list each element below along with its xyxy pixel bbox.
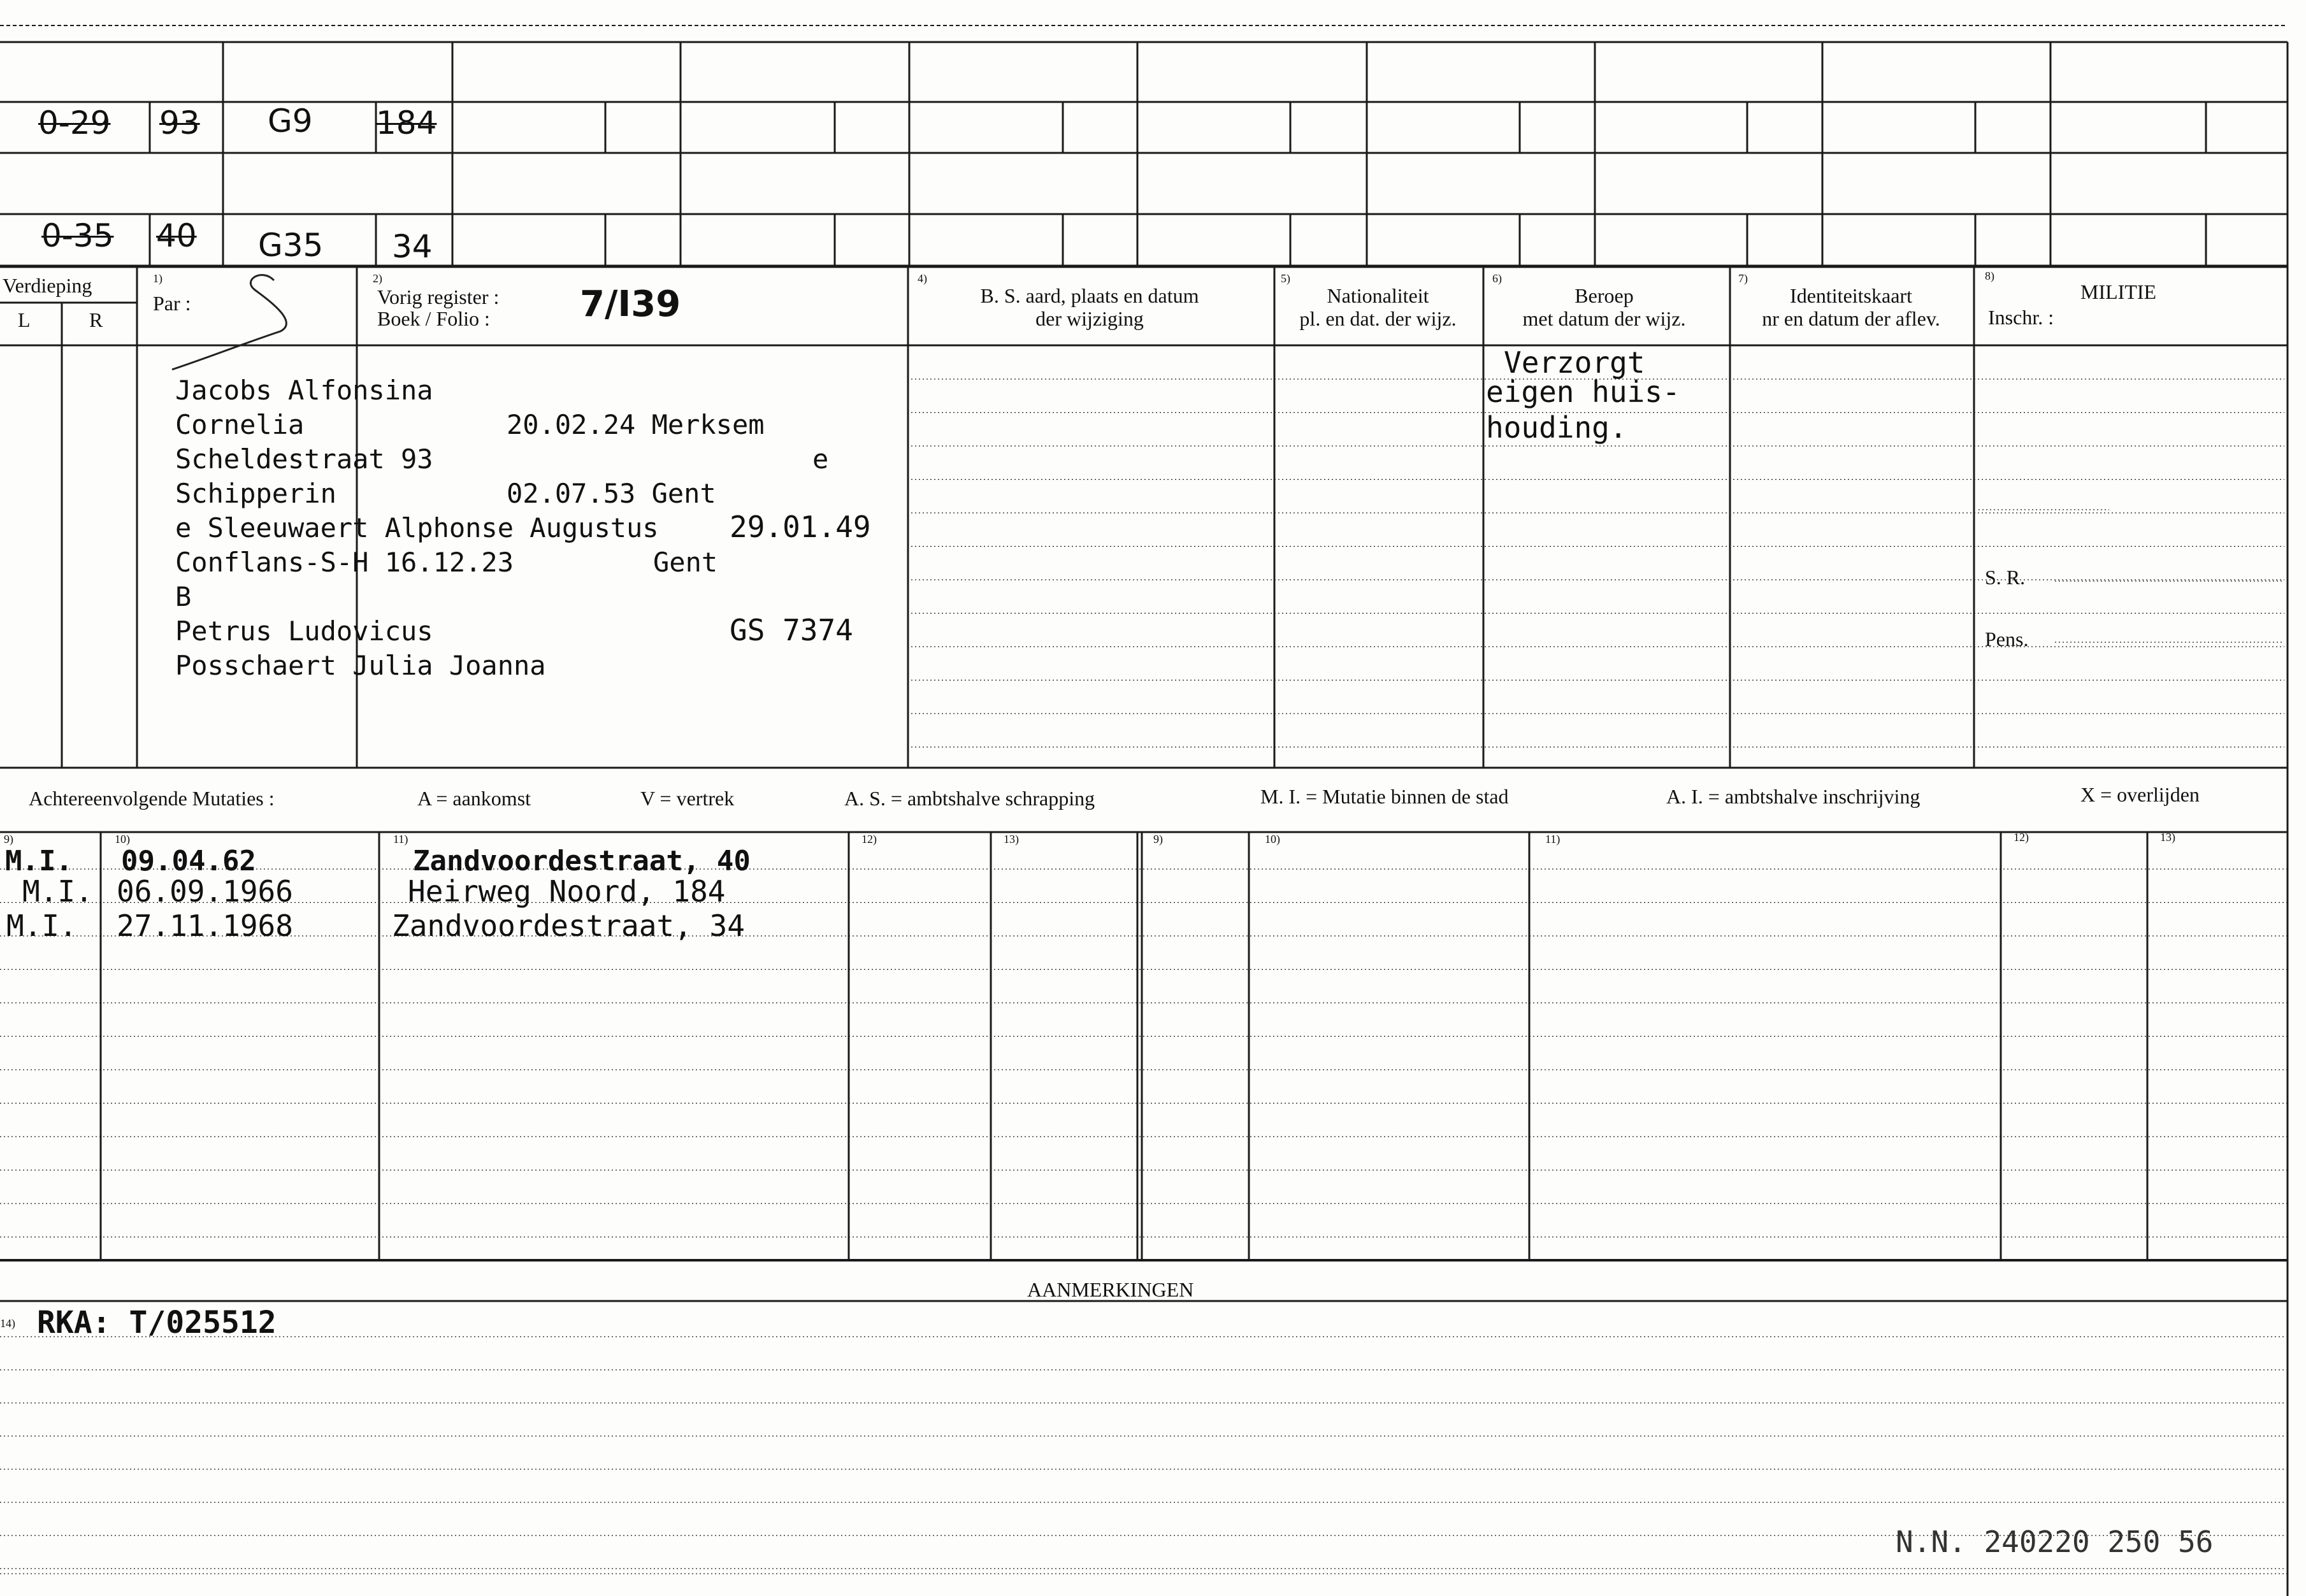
person-given-name: Cornelia [175,409,305,440]
legend-aankomst: A = aankomst [417,787,531,810]
top-grid-cell: 40 [156,217,197,254]
mutation-col-number: 11) [393,833,408,845]
mutation-col-number: 12) [2014,831,2029,844]
person-mother: Posschaert Julia Joanna [175,650,546,681]
id-header-line2: nr en datum der aflev. [1762,307,1940,330]
person-address: Scheldestraat 93 [175,443,433,475]
nat-header-line2: pl. en dat. der wijz. [1299,307,1457,330]
mutation-col-number: 13) [1004,833,1019,845]
person-name: Jacobs Alfonsina [175,375,433,406]
person-spouse-date: 29.01.49 [730,510,871,544]
top-grid-cell: 93 [159,104,200,141]
nat-header-line1: Nationaliteit [1327,284,1429,307]
mutation-type: M.I. [22,874,93,909]
vorig-register-value: 7/I39 [580,284,681,325]
inschr-label: Inschr. : [1988,306,2054,329]
par-handwritten-mark [172,275,286,370]
field-number: 2) [373,272,382,285]
bs-header-line2: der wijziging [1035,307,1144,330]
remarks-number: 14) [0,1317,15,1330]
person-spouse: e Sleeuwaert Alphonse Augustus [175,512,659,543]
vorig-register-label: Vorig register : [377,285,500,308]
top-grid-cell: G35 [258,227,324,264]
field-number: 8) [1985,270,1994,282]
mutation-date: 27.11.1968 [117,909,293,943]
right-label: R [89,308,103,331]
mutation-address: Zandvoordestraat, 40 [413,845,751,877]
person-marker-b: B [175,581,192,612]
mutation-col-number: 9) [4,833,13,845]
top-grid-cell: G9 [268,103,313,140]
person-marriage: 02.07.53 Gent [507,478,716,509]
field-number: 6) [1492,272,1502,285]
remarks-text: RKA: T/025512 [37,1305,277,1341]
top-grid-cell: 34 [392,228,433,265]
legend-vertrek: V = vertrek [640,787,735,810]
legend-schrapping: A. S. = ambtshalve schrapping [844,787,1095,810]
person-occupation: Schipperin [175,478,336,509]
beroep-line1: Verzorgt [1504,345,1645,380]
person-spouse-birth: Conflans-S-H 16.12.23 [175,547,514,578]
top-grid-cell: 0-29 [38,104,111,141]
field-number: 1) [153,272,162,285]
person-father: Petrus Ludovicus [175,615,433,647]
person-spouse-place: Gent [653,547,718,578]
mutation-col-number: 10) [115,833,130,845]
mutation-date: 09.04.62 [121,845,256,877]
mutation-address: Heirweg Noord, 184 [408,874,726,909]
sr-label: S. R. [1985,566,2026,589]
left-label: L [18,308,31,331]
mutations-legend-title: Achtereenvolgende Mutaties : [29,787,275,810]
mutation-type: M.I. [6,909,77,943]
legend-inschrijving: A. I. = ambtshalve inschrijving [1666,785,1920,808]
mutation-col-number: 11) [1545,833,1560,845]
beroep-line3: houding. [1486,410,1627,445]
verdieping-label: Verdieping [3,274,92,297]
militie-header: MILITIE [2080,280,2157,303]
mutation-type: M.I. [5,845,73,877]
beroep-header-line2: met datum der wijz. [1522,307,1686,330]
legend-mutatie: M. I. = Mutatie binnen de stad [1260,785,1509,808]
mutation-col-number: 9) [1153,833,1163,845]
pens-label: Pens. [1985,628,2029,651]
mutation-col-number: 13) [2160,831,2175,844]
mutation-col-number: 12) [861,833,877,845]
top-grid-cell: 184 [376,104,437,141]
boek-folio-label: Boek / Folio : [377,307,490,330]
field-number: 4) [918,272,927,285]
person-marker: e [812,443,829,475]
person-birth: 20.02.24 Merksem [507,409,765,440]
beroep-header-line1: Beroep [1575,284,1634,307]
bs-header-line1: B. S. aard, plaats en datum [980,284,1199,307]
legend-overlijden: X = overlijden [2080,783,2200,806]
mutation-col-number: 10) [1265,833,1280,845]
mutation-address: Zandvoordestraat, 34 [392,909,745,943]
beroep-line2: eigen huis- [1486,375,1680,409]
person-gs-number: GS 7374 [730,613,853,647]
field-number: 7) [1738,272,1748,285]
par-label: Par : [153,292,191,315]
id-header-line1: Identiteitskaart [1790,284,1912,307]
top-grid-cell: 0-35 [41,217,114,254]
mutation-date: 06.09.1966 [117,874,293,909]
national-number: N.N. 240220 250 56 [1896,1525,2214,1559]
field-number: 5) [1281,272,1290,285]
remarks-title: AANMERKINGEN [1027,1278,1194,1301]
